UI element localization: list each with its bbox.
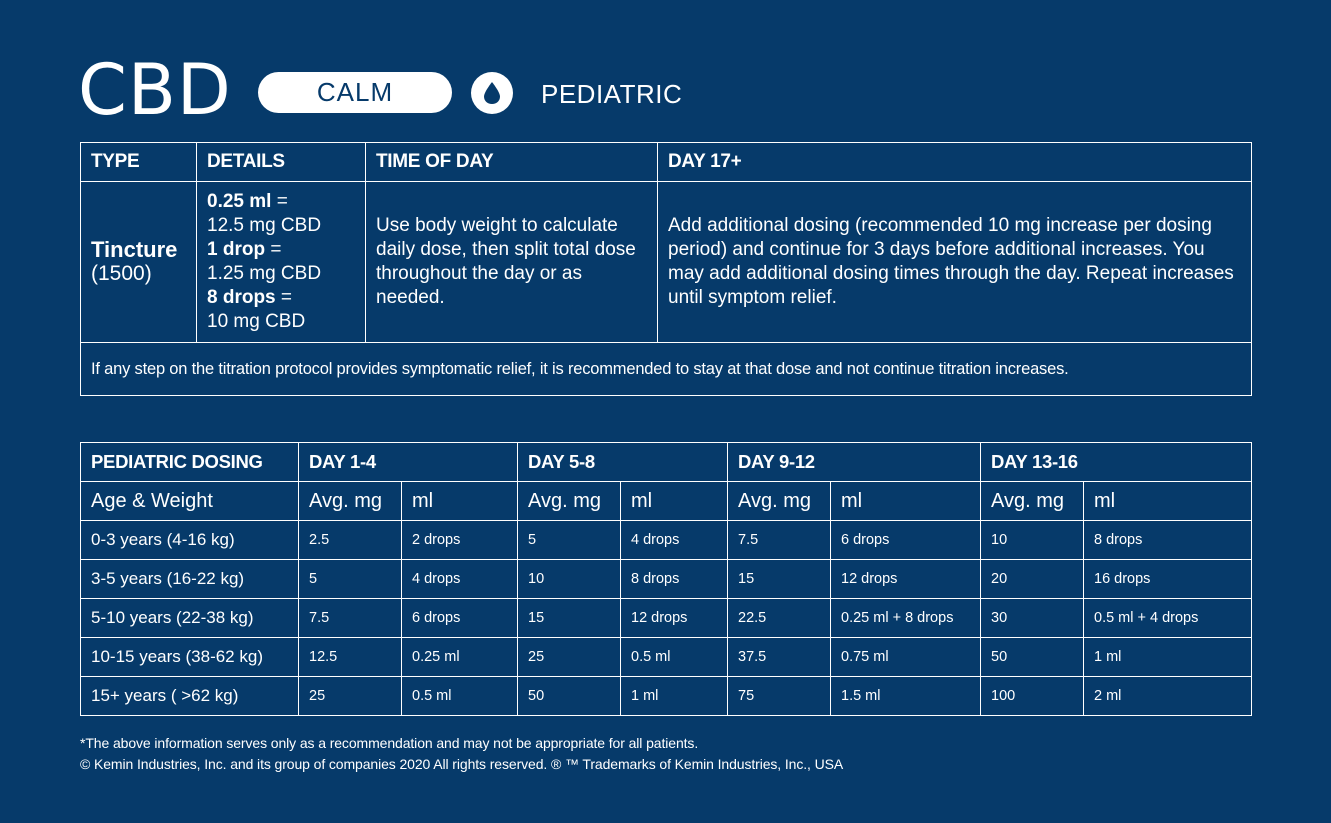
detail-value: 12.5 mg CBD xyxy=(207,215,322,236)
avg-mg-cell: 10 xyxy=(981,521,1084,560)
detail-amount: 8 drops xyxy=(207,287,276,308)
avg-mg-cell: 50 xyxy=(981,638,1084,677)
type-cell xyxy=(81,182,197,343)
avg-mg-cell: 25 xyxy=(299,677,402,716)
header-day-17: DAY 17+ xyxy=(658,143,1252,182)
type-strength: (1500) xyxy=(91,262,152,285)
avg-mg-cell: 5 xyxy=(299,560,402,599)
avg-mg-header: Avg. mg xyxy=(728,482,831,521)
table-row xyxy=(81,599,1252,638)
detail-equals: = xyxy=(275,287,292,308)
ml-cell: 1.5 ml xyxy=(831,677,981,716)
age-weight-label: 0-3 years (4-16 kg) xyxy=(81,521,299,560)
ml-cell: 0.25 ml + 8 drops xyxy=(831,599,981,638)
ml-header: ml xyxy=(621,482,728,521)
product-info-table xyxy=(80,142,1252,396)
header-type: TYPE xyxy=(81,143,197,182)
avg-mg-cell: 100 xyxy=(981,677,1084,716)
detail-equals: = xyxy=(265,239,282,260)
dosing-subheader-row xyxy=(81,482,1252,521)
table-row xyxy=(81,638,1252,677)
ml-cell: 8 drops xyxy=(621,560,728,599)
avg-mg-cell: 7.5 xyxy=(299,599,402,638)
age-weight-header: Age & Weight xyxy=(81,482,299,521)
period-header: DAY 1-4 xyxy=(299,443,518,482)
ml-cell: 1 ml xyxy=(621,677,728,716)
detail-equals: = xyxy=(271,191,288,212)
ml-cell: 6 drops xyxy=(831,521,981,560)
note-row xyxy=(81,343,1252,396)
avg-mg-header: Avg. mg xyxy=(299,482,402,521)
pediatric-dosing-table xyxy=(80,442,1252,716)
ml-cell: 6 drops xyxy=(402,599,518,638)
period-header: DAY 5-8 xyxy=(518,443,728,482)
avg-mg-cell: 5 xyxy=(518,521,621,560)
avg-mg-cell: 15 xyxy=(728,560,831,599)
avg-mg-cell: 30 xyxy=(981,599,1084,638)
dosing-header-row xyxy=(81,443,1252,482)
detail-amount: 0.25 ml xyxy=(207,191,272,212)
detail-item xyxy=(207,286,355,310)
ml-cell: 0.25 ml xyxy=(402,638,518,677)
avg-mg-header: Avg. mg xyxy=(981,482,1084,521)
ml-cell: 8 drops xyxy=(1084,521,1252,560)
ml-cell: 0.5 ml xyxy=(621,638,728,677)
avg-mg-header: Avg. mg xyxy=(518,482,621,521)
header xyxy=(78,49,878,132)
ml-cell: 16 drops xyxy=(1084,560,1252,599)
avg-mg-cell: 37.5 xyxy=(728,638,831,677)
header-time-of-day: TIME OF DAY xyxy=(366,143,658,182)
ml-cell: 1 ml xyxy=(1084,638,1252,677)
header-details: DETAILS xyxy=(197,143,366,182)
ml-header: ml xyxy=(1084,482,1252,521)
ml-cell: 0.5 ml xyxy=(402,677,518,716)
ml-cell: 4 drops xyxy=(621,521,728,560)
ml-header: ml xyxy=(402,482,518,521)
titration-note: If any step on the titration protocol provides symptomatic relief, it is recommended to stay at that dose and not continue titration increases. xyxy=(81,343,1252,396)
period-header: DAY 13-16 xyxy=(981,443,1252,482)
ml-cell: 12 drops xyxy=(831,560,981,599)
age-weight-label: 10-15 years (38-62 kg) xyxy=(81,638,299,677)
category-label: PEDIATRIC xyxy=(541,79,683,109)
table-row xyxy=(81,560,1252,599)
age-weight-label: 3-5 years (16-22 kg) xyxy=(81,560,299,599)
copyright: © Kemin Industries, Inc. and its group of companies 2020 All rights reserved. ® ™ Trademarks of Kemin Industries, Inc., USA xyxy=(80,756,844,772)
info-body-row xyxy=(81,182,1252,343)
avg-mg-cell: 12.5 xyxy=(299,638,402,677)
avg-mg-cell: 25 xyxy=(518,638,621,677)
ml-cell: 2 drops xyxy=(402,521,518,560)
type-name: Tincture xyxy=(91,237,178,262)
time-of-day-cell: Use body weight to calculate daily dose, then split total dose throughout the day or as needed. xyxy=(366,182,658,343)
age-weight-label: 15+ years ( >62 kg) xyxy=(81,677,299,716)
detail-item xyxy=(207,190,355,214)
avg-mg-cell: 20 xyxy=(981,560,1084,599)
dosing-title: PEDIATRIC DOSING xyxy=(81,443,299,482)
detail-amount: 1 drop xyxy=(207,239,266,260)
avg-mg-cell: 7.5 xyxy=(728,521,831,560)
period-header: DAY 9-12 xyxy=(728,443,981,482)
ml-cell: 0.5 ml + 4 drops xyxy=(1084,599,1252,638)
avg-mg-cell: 50 xyxy=(518,677,621,716)
day-17-cell: Add additional dosing (recommended 10 mg increase per dosing period) and continue for 3 days before additional increases. You may add additional dosing times through the day. Repeat increases until symptom relief. xyxy=(658,182,1252,343)
table-row xyxy=(81,677,1252,716)
detail-value: 10 mg CBD xyxy=(207,311,306,332)
avg-mg-cell: 22.5 xyxy=(728,599,831,638)
product-badge: CALM xyxy=(258,72,452,113)
ml-cell: 0.75 ml xyxy=(831,638,981,677)
avg-mg-cell: 75 xyxy=(728,677,831,716)
table-row xyxy=(81,521,1252,560)
avg-mg-cell: 15 xyxy=(518,599,621,638)
cbd-logo: CBD xyxy=(78,49,232,131)
details-cell xyxy=(197,182,366,343)
drop-icon xyxy=(471,72,513,114)
detail-value: 1.25 mg CBD xyxy=(207,263,322,284)
age-weight-label: 5-10 years (22-38 kg) xyxy=(81,599,299,638)
ml-cell: 4 drops xyxy=(402,560,518,599)
avg-mg-cell: 2.5 xyxy=(299,521,402,560)
ml-cell: 12 drops xyxy=(621,599,728,638)
disclaimer: *The above information serves only as a recommendation and may not be appropriate for all patients. xyxy=(80,735,699,751)
detail-item xyxy=(207,238,355,262)
info-header-row xyxy=(81,143,1252,182)
ml-cell: 2 ml xyxy=(1084,677,1252,716)
footer xyxy=(80,733,843,775)
avg-mg-cell: 10 xyxy=(518,560,621,599)
ml-header: ml xyxy=(831,482,981,521)
